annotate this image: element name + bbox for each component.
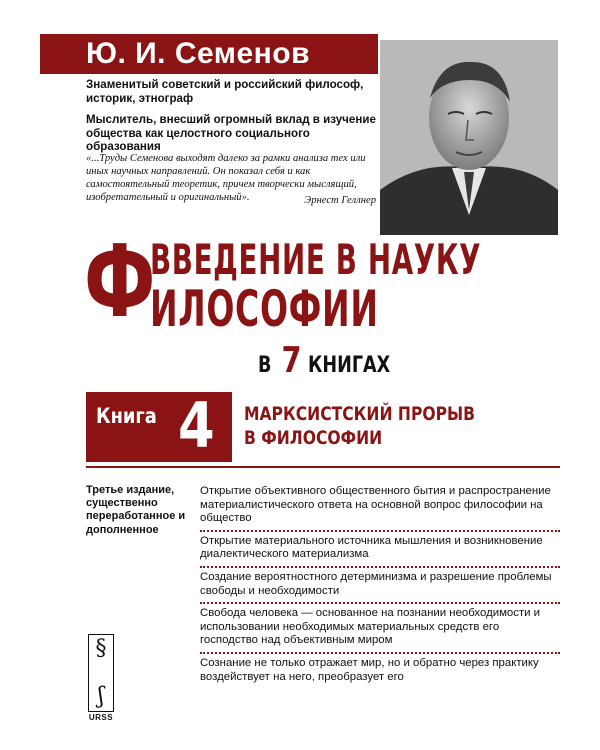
book-subtitle xyxy=(244,402,475,450)
series-count xyxy=(258,340,411,381)
list-item: Свобода человека — основанное на познании необходимости и использовании необходимых материальных средств его господство над объективным миром xyxy=(200,604,560,654)
quote-author: Эрнест Геллнер xyxy=(304,195,376,206)
subtitle-line-1: МАРКСИСТСКИЙ ПРОРЫВ xyxy=(244,403,476,425)
list-item: Открытие объективного общественного бытия и распространение материалистического ответа на основной вопрос философии на общество xyxy=(200,482,560,532)
author-banner xyxy=(40,34,378,74)
author-description-1: Знаменитый советский и российский философ, историк, этнограф xyxy=(86,78,364,105)
edition-note: Третье издание, существенно переработанное и дополненное xyxy=(86,484,186,536)
subtitle-line-2: В ФИЛОСОФИИ xyxy=(244,427,383,449)
contents-list xyxy=(200,482,560,688)
list-item: Открытие материального источника мышления и возникновение диалектического материализма xyxy=(200,532,560,568)
book-number: 4 xyxy=(178,389,215,462)
list-item: Создание вероятностного детерминизма и разрешение проблемы свободы и необходимости xyxy=(200,568,560,604)
title-initial: Ф xyxy=(84,223,156,340)
author-description-2: Мыслитель, внесший огромный вклад в изучение общества как целостного социального образования xyxy=(86,113,376,153)
title-line-2: ИЛОСОФИИ xyxy=(150,280,379,338)
portrait-image xyxy=(380,40,558,235)
list-item: Сознание не только отражает мир, но и обратно через практику воздействует на него, преобразует его xyxy=(200,656,539,683)
quote-text: «...Труды Семенова выходят далеко за рамки анализа тех или иных научных направлений. Он показал себя и как самостоятельный теоретик, причем творчески мыслящий, изобретательный и оригинальный». xyxy=(86,153,366,203)
author-portrait xyxy=(380,40,558,235)
scroll-emblem-icon: § ʃ xyxy=(88,634,114,712)
series-number: 7 xyxy=(281,340,302,381)
author-name: Ю. И. Семенов xyxy=(86,37,311,70)
publisher-name: URSS xyxy=(88,713,114,722)
title-line-1: ВВЕДЕНИЕ В НАУКУ xyxy=(150,235,482,284)
divider xyxy=(86,466,560,468)
book-label: Книга xyxy=(96,404,157,428)
series-prefix: В xyxy=(258,353,272,378)
series-suffix: КНИГАХ xyxy=(307,353,391,378)
